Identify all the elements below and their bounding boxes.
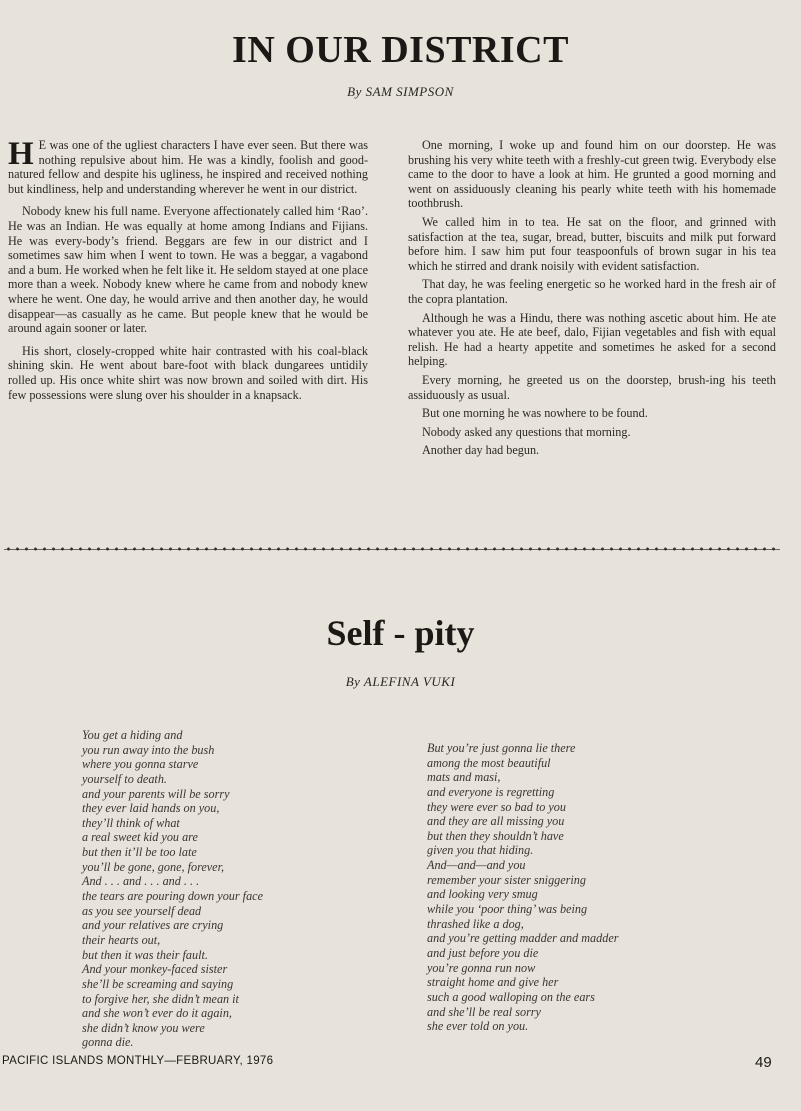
poem-line: she ever told on you.: [427, 1019, 529, 1034]
poem-line: they’ll think of what: [82, 815, 180, 830]
poem-line: a real sweet kid you are: [82, 830, 198, 845]
article-left-column: [8, 138, 368, 410]
poem-line: But you’re just gonna lie there: [427, 741, 576, 755]
poem-line: and they are all missing you: [427, 814, 565, 829]
poem-line: you’ll be gone, gone, forever,: [82, 859, 225, 874]
poem-right-column: [427, 741, 757, 1034]
poem-line: and you’re getting madder and madder: [427, 931, 619, 946]
page-number: 49: [755, 1054, 772, 1071]
poem-line: yourself to death.: [82, 771, 167, 786]
paragraph: But one morning he was nowhere to be found.: [422, 406, 648, 421]
poem-line: and she won’t ever do it again,: [82, 1006, 232, 1021]
poem-line: you run away into the bush: [82, 742, 215, 757]
poem-line: their hearts out,: [82, 932, 161, 947]
article-byline: By SAM SIMPSON: [347, 84, 454, 99]
paragraph: Nobody asked any questions that morning.: [422, 424, 631, 439]
poem-line: and everyone is regretting: [427, 784, 555, 799]
poem-line: she’ll be screaming and saying: [82, 976, 234, 991]
article-right-column: [408, 138, 776, 462]
paragraph: One morning, I woke up and found him on our doorstep. He was brushing his very white teeth with a freshly-cut green twig. Everybody else came to the door to have a look at him. He grunted a good morning and went on assiduously cleaning his pearly white teeth with his homemade toothbrush.: [408, 138, 776, 211]
poem-line: she didn’t know you were: [82, 1020, 205, 1035]
drop-cap: H: [8, 136, 34, 172]
poem-line: gonna die.: [82, 1035, 134, 1050]
section-divider: [4, 547, 780, 551]
poem-line: and she’ll be real sorry: [427, 1004, 541, 1019]
poem-line: mats and masi,: [427, 770, 501, 785]
poem-line: And—and—and you: [427, 858, 526, 873]
poem-line: you’re gonna run now: [427, 960, 536, 975]
poem-line: but then it was their fault.: [82, 947, 208, 962]
poem-line: while you ‘poor thing’ was being: [427, 902, 588, 917]
poem-line: they ever laid hands on you,: [82, 801, 220, 816]
paragraph: Nobody knew his full name. Everyone affectionately called him ‘Rao’. He was an Indian. He was equally at home among Indians and Fijians. He was every-body’s friend. Beggars are few in our district and I sometimes saw him when I went to town. He was a beggar, a vagabond and a bum. He worked when he felt like it. He seldom stayed at one place more than a week. Nobody knew where he came from and nobody knew where he went. One day, he would arrive and then another day, he would disappear—as casually as he came. But people knew that he would be around again sooner or later.: [8, 204, 368, 336]
poem-line: You get a hiding and: [82, 728, 183, 742]
poem-line: but then they shouldn’t have: [427, 828, 564, 843]
poem-line: straight home and give her: [427, 975, 559, 990]
poem-line: where you gonna starve: [82, 757, 199, 772]
poem-line: they were ever so bad to you: [427, 799, 566, 814]
poem-line: given you that hiding.: [427, 843, 534, 858]
poem-line: and just before you die: [427, 945, 539, 960]
poem-line: as you see yourself dead: [82, 903, 202, 918]
poem-line: and your parents will be sorry: [82, 786, 230, 801]
poem-line: and looking very smug: [427, 887, 538, 902]
poem-line: such a good walloping on the ears: [427, 989, 595, 1004]
poem-line: thrashed like a dog,: [427, 916, 524, 931]
poem-byline: By ALEFINA VUKI: [345, 674, 456, 689]
poem-line: And . . . and . . . and . . .: [82, 874, 200, 889]
poem-line: and your relatives are crying: [82, 918, 224, 933]
poem-line: among the most beautiful: [427, 755, 551, 770]
poem-line: remember your sister sniggering: [427, 872, 586, 887]
poem-line: the tears are pouring down your face: [82, 889, 263, 904]
article-title: IN OUR DISTRICT: [232, 29, 569, 71]
paragraph: That day, he was feeling energetic so he worked hard in the fresh air of the copra plantation.: [408, 277, 776, 306]
paragraph: We called him in to tea. He sat on the floor, and grinned with satisfaction at the tea, sugar, bread, butter, biscuits and milk put forward before him. I saw him put four teaspoonfuls of brown sugar in his tea which he stirred and drank noisily with evident satisfaction.: [408, 214, 776, 273]
poem-title: Self - pity: [326, 613, 475, 653]
poem-left-column: [82, 728, 402, 1050]
poem-line: to forgive her, she didn’t mean it: [82, 991, 239, 1006]
paragraph: Another day had begun.: [422, 443, 540, 458]
publication-footer: PACIFIC ISLANDS MONTHLY—FEBRUARY, 1976: [2, 1055, 274, 1067]
poem-line: but then it’ll be too late: [82, 845, 197, 860]
paragraph: H E was one of the ugliest characters I have ever seen. But there was nothing repulsive about him. He was a kindly, foolish and good-natured fellow and despite his ugliness, he inspired and received nothing but kindliness, help and understanding wherever he went in our district.: [8, 136, 368, 196]
paragraph: Every morning, he greeted us on the doorstep, brush-ing his teeth assiduously as usual.: [408, 372, 776, 402]
paragraph: Although he was a Hindu, there was nothing ascetic about him. He ate whatever you ate. He ate beef, dalo, Fijian vegetables and fish with equal relish. He had a hearty appetite and sometimes he asked for a second helping.: [408, 310, 776, 369]
poem-line: And your monkey-faced sister: [82, 962, 228, 977]
paragraph: His short, closely-cropped white hair contrasted with his coal-black shining skin. He went about bare-foot with black dungarees untidily rolled up. His once white shirt was now brown and soiled with dirt. His few possessions were slung over his shoulder in a knapsack.: [8, 343, 368, 402]
